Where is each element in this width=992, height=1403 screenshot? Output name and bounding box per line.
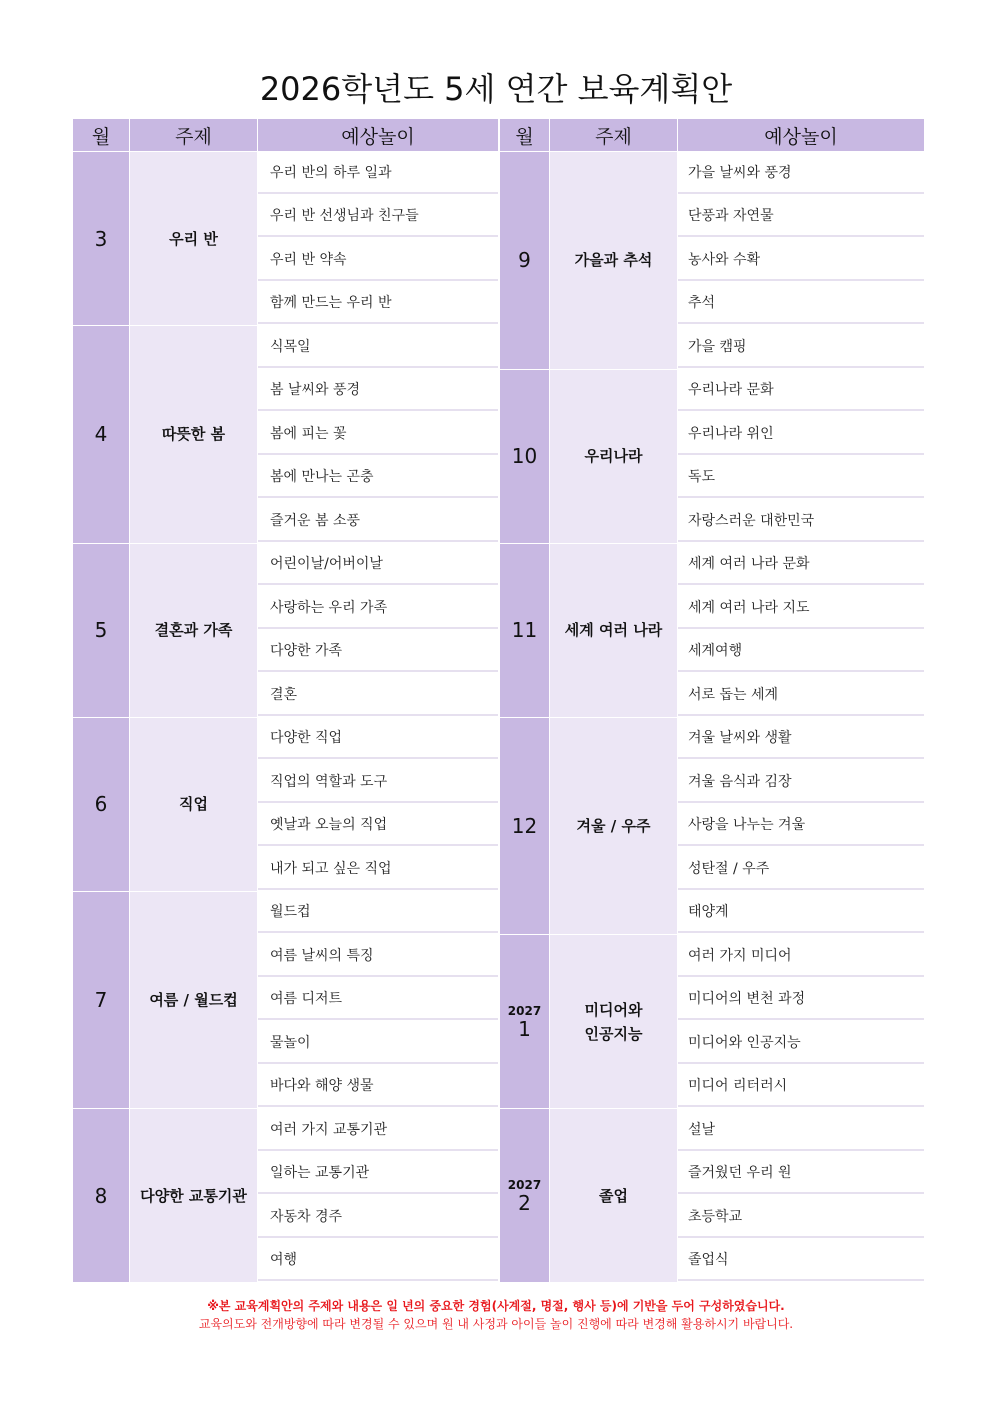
month-cell-right-1 [500, 370, 549, 543]
month-number: 6 [94, 792, 108, 816]
activity-item: 우리나라 문화 [678, 370, 924, 412]
activity-item: 단풍과 자연물 [678, 196, 924, 238]
activity-item: 옛날과 오늘의 직업 [258, 805, 498, 847]
activity-item: 성탄절 / 우주 [678, 848, 924, 890]
activity-item: 가을 날씨와 풍경 [678, 152, 924, 194]
month-cell-left-5 [73, 1109, 129, 1282]
month-number: 2 [518, 1190, 531, 1215]
topic-cell-right-0: 가을과 추석 [550, 152, 677, 369]
activity-item: 식목일 [258, 326, 498, 368]
month-cell-right-2 [500, 544, 549, 717]
activity-item: 겨울 음식과 김장 [678, 761, 924, 803]
activity-item: 설날 [678, 1109, 924, 1151]
topic-cell-right-1: 우리나라 [550, 370, 677, 543]
activity-item: 사랑을 나누는 겨울 [678, 805, 924, 847]
topic-cell-left-5: 다양한 교통기관 [130, 1109, 257, 1282]
activity-item: 미디어의 변천 과정 [678, 979, 924, 1021]
activity-item: 농사와 수확 [678, 239, 924, 281]
activity-item: 봄 날씨와 풍경 [258, 370, 498, 412]
month-cell-left-4 [73, 892, 129, 1109]
month-number: 4 [94, 422, 108, 447]
activity-item: 졸업식 [678, 1240, 924, 1282]
activity-item: 초등학교 [678, 1196, 924, 1238]
month-number: 1 [518, 1016, 531, 1041]
topic-cell-left-1: 따뜻한 봄 [130, 326, 257, 543]
month-number: 3 [94, 226, 108, 251]
month-number: 5 [94, 618, 108, 642]
annual-plan-table [73, 119, 924, 1282]
header-month-right: 월 [500, 119, 549, 151]
header-month-left: 월 [73, 119, 129, 151]
topic-cell-left-3: 직업 [130, 718, 257, 891]
topic-cell-right-3: 겨울 / 우주 [550, 718, 677, 935]
activity-item: 함께 만드는 우리 반 [258, 283, 498, 325]
activity-item: 바다와 해양 생물 [258, 1066, 498, 1108]
activity-item: 여러 가지 교통기관 [258, 1109, 498, 1151]
activity-item: 세계 여러 나라 문화 [678, 544, 924, 586]
month-cell-right-0 [500, 152, 549, 369]
activity-item: 우리 반 약속 [258, 239, 498, 281]
month-cell-left-3 [73, 718, 129, 891]
activity-item: 미디어와 인공지능 [678, 1022, 924, 1064]
month-number: 11 [511, 618, 538, 642]
activity-item: 월드컵 [258, 892, 498, 934]
activity-item: 봄에 만나는 곤충 [258, 457, 498, 499]
header-activities-right: 예상놀이 [678, 119, 924, 151]
topic-cell-left-2: 결혼과 가족 [130, 544, 257, 717]
activity-item: 태양계 [678, 892, 924, 934]
page-title: 2026학년도 5세 연간 보육계획안 [259, 70, 733, 108]
activity-item: 여행 [258, 1240, 498, 1282]
activity-item: 봄에 피는 꽃 [258, 413, 498, 455]
activity-item: 미디어 리터러시 [678, 1066, 924, 1108]
activity-item: 직업의 역할과 도구 [258, 761, 498, 803]
activity-item: 여러 가지 미디어 [678, 935, 924, 977]
activity-item: 우리 반 선생님과 친구들 [258, 196, 498, 238]
activity-item: 여름 디저트 [258, 979, 498, 1021]
month-number: 8 [94, 1183, 108, 1208]
footnote-sub: 교육의도와 전개방향에 따라 변경될 수 있으며 원 내 사정과 아이들 놀이 진행에 따라 변경해 활용하시기 바랍니다. [198, 1317, 794, 1331]
topic-cell-right-2: 세계 여러 나라 [550, 544, 677, 717]
month-number: 12 [511, 813, 538, 838]
activity-item: 여름 날씨의 특징 [258, 935, 498, 977]
month-cell-left-0 [73, 152, 129, 325]
activity-item: 서로 돕는 세계 [678, 674, 924, 716]
month-cell-right-5 [500, 1109, 549, 1282]
activity-item: 자랑스러운 대한민국 [678, 500, 924, 542]
activity-item: 물놀이 [258, 1022, 498, 1064]
header-topic-right: 주제 [550, 119, 677, 151]
activity-item: 우리나라 위인 [678, 413, 924, 455]
header-activities-left: 예상놀이 [258, 119, 498, 151]
activity-item: 세계여행 [678, 631, 924, 673]
activity-item: 다양한 직업 [258, 718, 498, 760]
month-number: 9 [518, 248, 531, 273]
footnote-main: ※본 교육계획안의 주제와 내용은 일 년의 중요한 경험(사계절, 명절, 행사 등)에 기반을 두어 구성하였습니다. [207, 1299, 785, 1313]
activity-item: 자동차 경주 [258, 1196, 498, 1238]
month-number: 7 [94, 987, 108, 1012]
activity-item: 가을 캠핑 [678, 326, 924, 368]
month-cell-right-4 [500, 935, 549, 1108]
month-number: 10 [511, 444, 538, 468]
activity-item: 즐거웠던 우리 원 [678, 1153, 924, 1195]
topic-cell-right-4: 미디어와 인공지능 [550, 935, 677, 1108]
activity-item: 즐거운 봄 소풍 [258, 500, 498, 542]
month-cell-left-1 [73, 326, 129, 543]
topic-cell-left-4: 여름 / 월드컵 [130, 892, 257, 1109]
activity-item: 내가 되고 싶은 직업 [258, 848, 498, 890]
activity-item: 다양한 가족 [258, 631, 498, 673]
activity-item: 결혼 [258, 674, 498, 716]
activity-item: 일하는 교통기관 [258, 1153, 498, 1195]
activity-item: 독도 [678, 457, 924, 499]
topic-cell-left-0: 우리 반 [130, 152, 257, 325]
month-cell-left-2 [73, 544, 129, 717]
activity-item: 사랑하는 우리 가족 [258, 587, 498, 629]
month-cell-right-3 [500, 718, 549, 935]
year-label: 2027 [507, 1003, 542, 1018]
activity-item: 추석 [678, 283, 924, 325]
year-label: 2027 [507, 1177, 542, 1192]
activity-item: 세계 여러 나라 지도 [678, 587, 924, 629]
activity-item: 겨울 날씨와 생활 [678, 718, 924, 760]
activity-item: 우리 반의 하루 일과 [258, 152, 498, 194]
activity-item: 어린이날/어버이날 [258, 544, 498, 586]
header-topic-left: 주제 [130, 119, 257, 151]
topic-cell-right-5: 졸업 [550, 1109, 677, 1282]
